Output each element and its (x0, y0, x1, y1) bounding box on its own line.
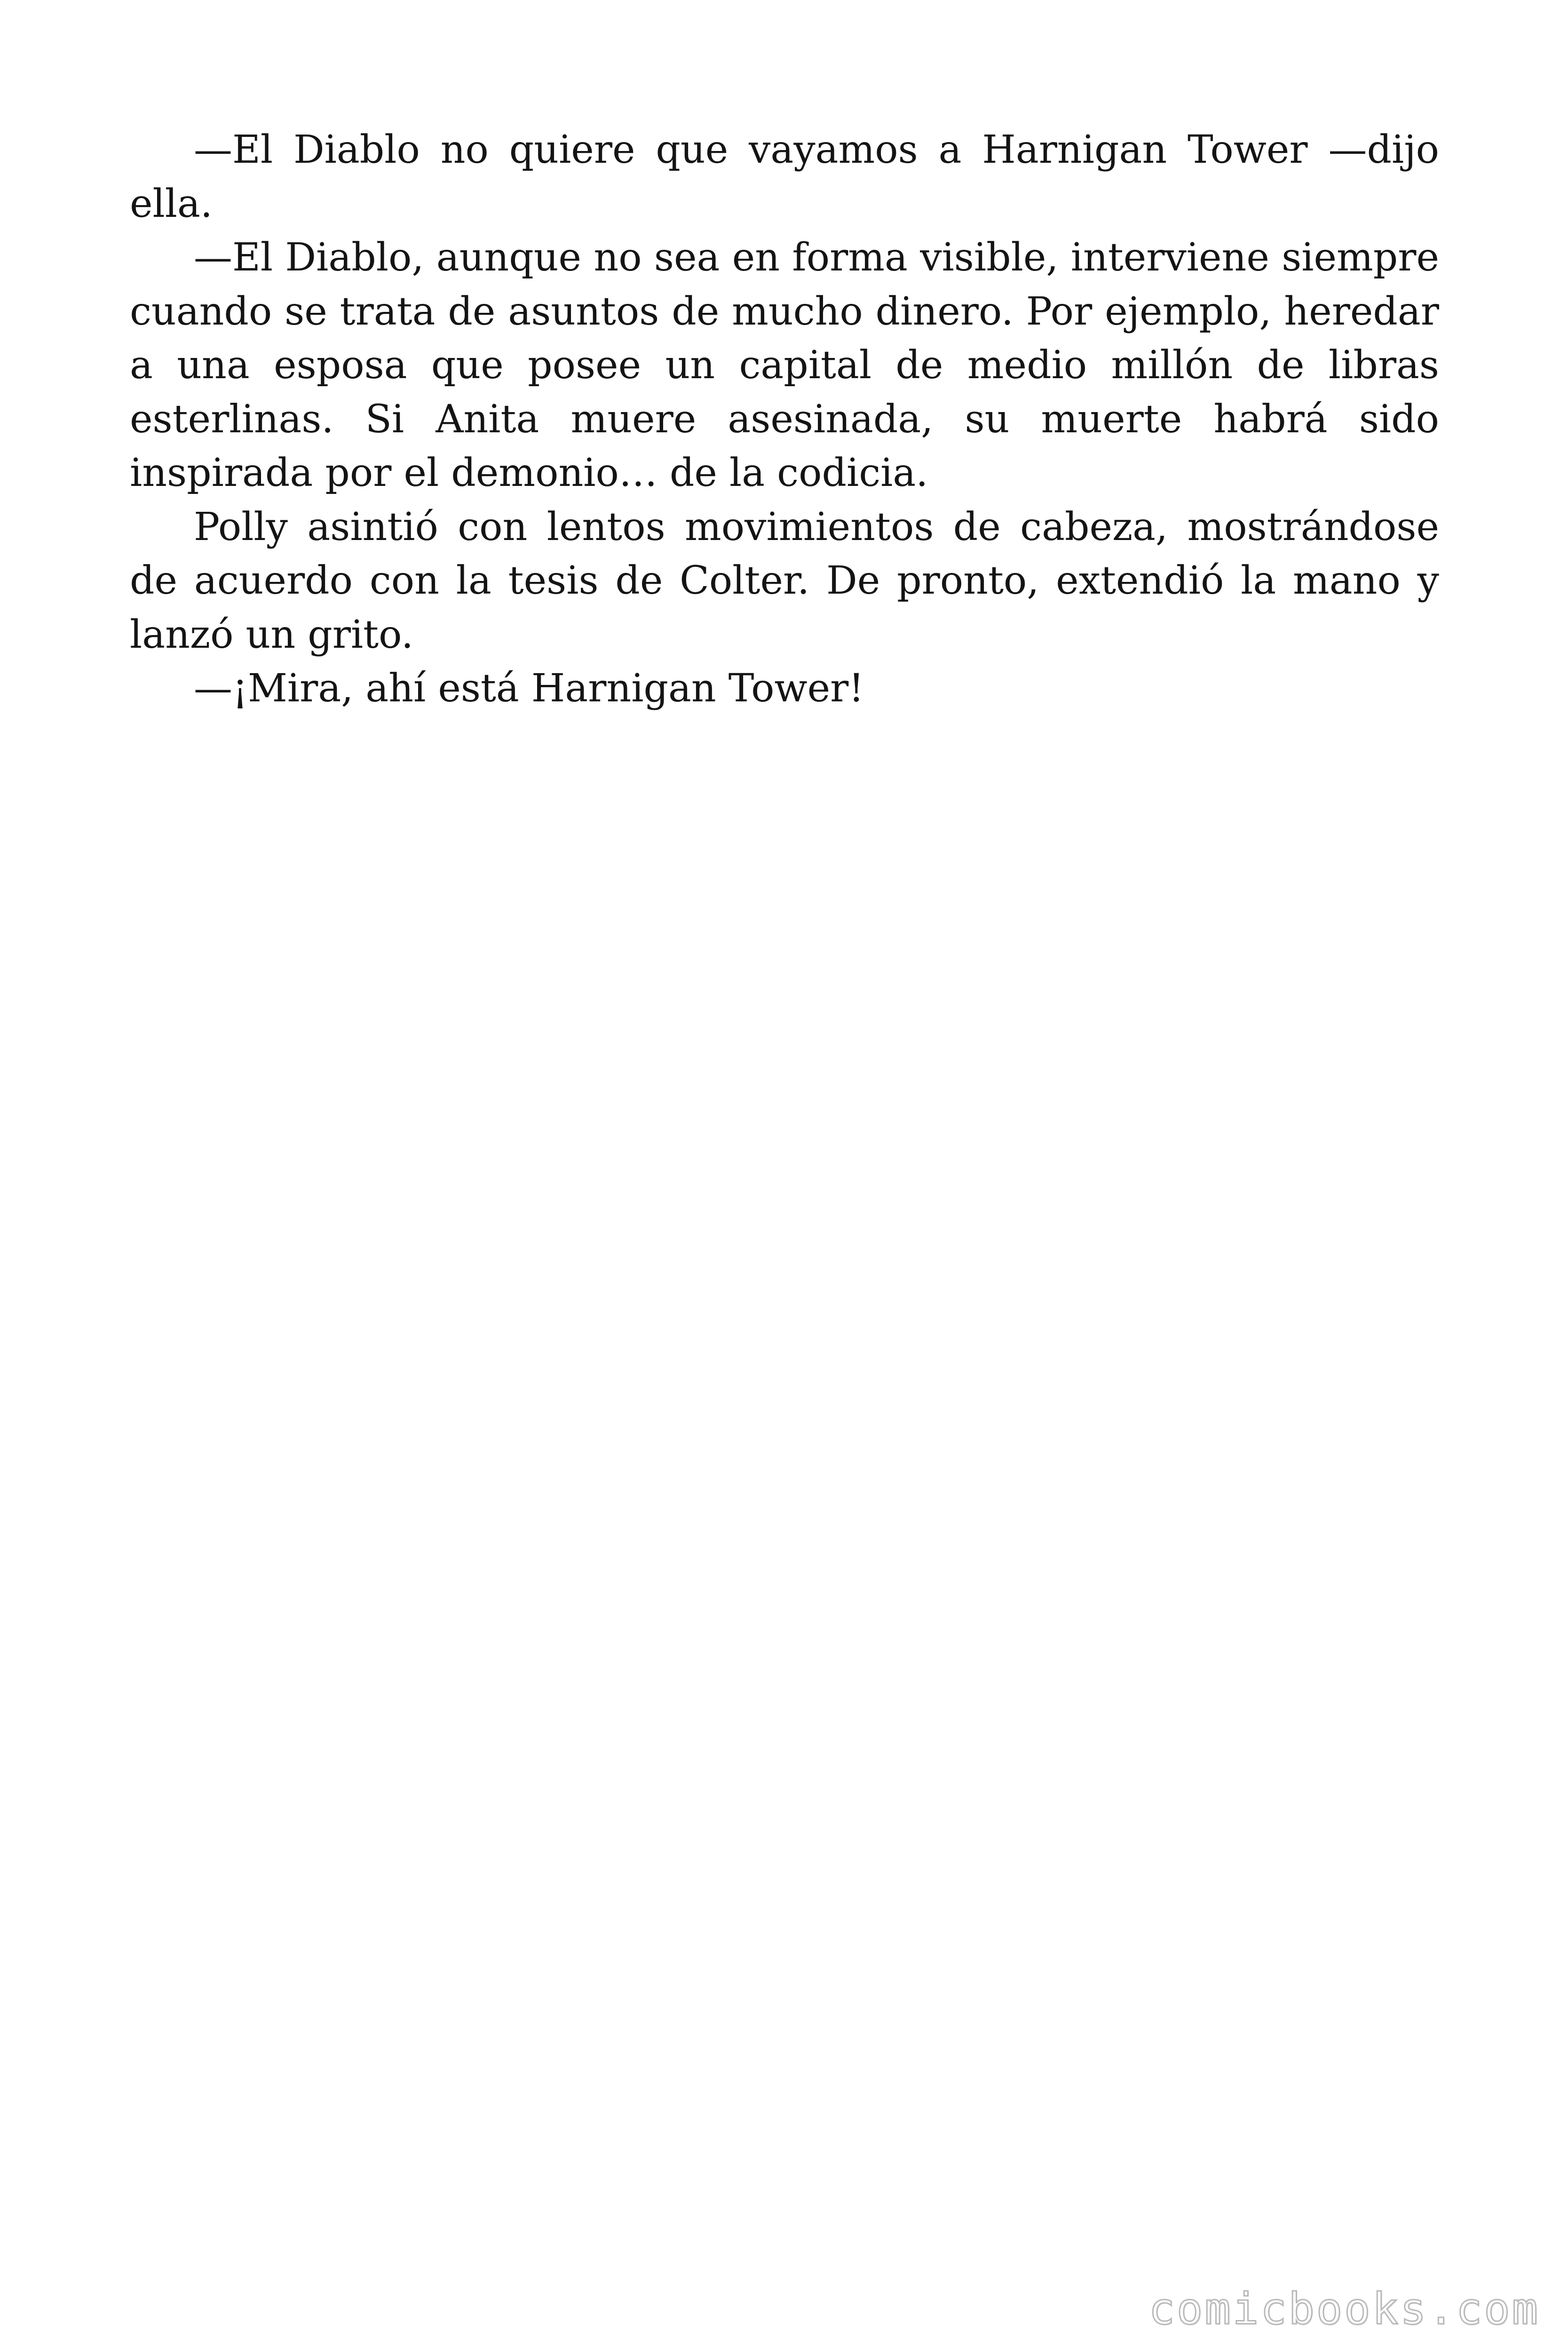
watermark-text: comicbooks.com (1148, 2284, 1540, 2334)
paragraph-4: —¡Mira, ahí está Harnigan Tower! (194, 666, 864, 711)
body-text (130, 123, 1439, 716)
paragraph-3: Polly asintió con lentos movimientos de cabeza, mostrándose de acuerdo con la tesis de Colter. De pronto, extendió la mano y lanzó un grito. (130, 504, 1439, 657)
paragraph-1: —El Diablo no quiere que vayamos a Harnigan Tower —dijo ella. (130, 127, 1439, 226)
paragraph-2: —El Diablo, aunque no sea en forma visible, interviene siempre cuando se trata de asuntos de mucho dinero. Por ejemplo, heredar a una esposa que posee un capital de medio millón de libras esterlinas. Si Anita muere asesinada, su muerte habrá sido inspirada por el demonio… de la codicia. (130, 235, 1439, 495)
